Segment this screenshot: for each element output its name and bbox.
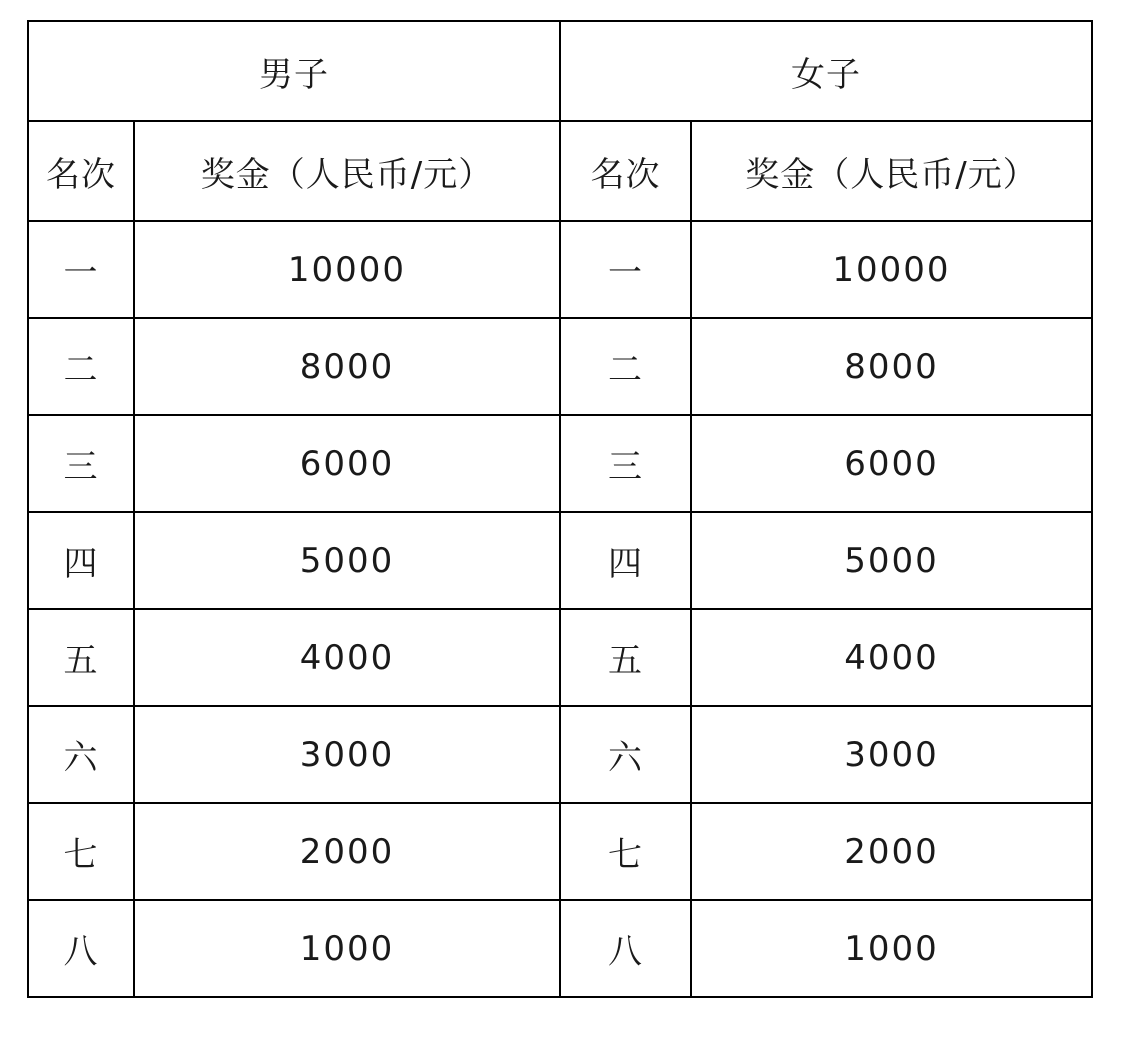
table-row bbox=[28, 221, 1092, 318]
table-row bbox=[28, 900, 1092, 997]
table-row bbox=[28, 803, 1092, 900]
men-prize-cell: 2000 bbox=[134, 803, 560, 900]
women-rank-cell: 七 bbox=[560, 803, 691, 900]
men-rank-cell: 二 bbox=[28, 318, 134, 415]
women-prize-cell: 6000 bbox=[691, 415, 1092, 512]
women-rank-cell: 四 bbox=[560, 512, 691, 609]
women-rank-cell: 一 bbox=[560, 221, 691, 318]
men-prize-header: 奖金（人民币/元） bbox=[134, 121, 560, 221]
table-row bbox=[28, 609, 1092, 706]
men-rank-cell: 一 bbox=[28, 221, 134, 318]
men-prize-cell: 6000 bbox=[134, 415, 560, 512]
men-group-header: 男子 bbox=[28, 21, 560, 121]
women-prize-cell: 8000 bbox=[691, 318, 1092, 415]
men-prize-cell: 8000 bbox=[134, 318, 560, 415]
men-prize-cell: 10000 bbox=[134, 221, 560, 318]
men-rank-cell: 五 bbox=[28, 609, 134, 706]
women-prize-cell: 10000 bbox=[691, 221, 1092, 318]
women-prize-cell: 3000 bbox=[691, 706, 1092, 803]
men-prize-cell: 3000 bbox=[134, 706, 560, 803]
table-row bbox=[28, 318, 1092, 415]
column-header-row bbox=[28, 121, 1092, 221]
table-row bbox=[28, 415, 1092, 512]
group-header-row bbox=[28, 21, 1092, 121]
women-rank-cell: 二 bbox=[560, 318, 691, 415]
women-prize-cell: 1000 bbox=[691, 900, 1092, 997]
men-prize-cell: 4000 bbox=[134, 609, 560, 706]
men-rank-header: 名次 bbox=[28, 121, 134, 221]
men-rank-cell: 六 bbox=[28, 706, 134, 803]
men-rank-cell: 七 bbox=[28, 803, 134, 900]
men-prize-cell: 1000 bbox=[134, 900, 560, 997]
women-prize-cell: 2000 bbox=[691, 803, 1092, 900]
women-prize-header: 奖金（人民币/元） bbox=[691, 121, 1092, 221]
women-group-header: 女子 bbox=[560, 21, 1092, 121]
women-rank-header: 名次 bbox=[560, 121, 691, 221]
women-rank-cell: 六 bbox=[560, 706, 691, 803]
women-rank-cell: 三 bbox=[560, 415, 691, 512]
women-prize-cell: 5000 bbox=[691, 512, 1092, 609]
men-prize-cell: 5000 bbox=[134, 512, 560, 609]
men-rank-cell: 八 bbox=[28, 900, 134, 997]
table-row bbox=[28, 706, 1092, 803]
women-rank-cell: 五 bbox=[560, 609, 691, 706]
prize-table bbox=[27, 20, 1093, 998]
women-rank-cell: 八 bbox=[560, 900, 691, 997]
men-rank-cell: 四 bbox=[28, 512, 134, 609]
men-rank-cell: 三 bbox=[28, 415, 134, 512]
table-row bbox=[28, 512, 1092, 609]
women-prize-cell: 4000 bbox=[691, 609, 1092, 706]
